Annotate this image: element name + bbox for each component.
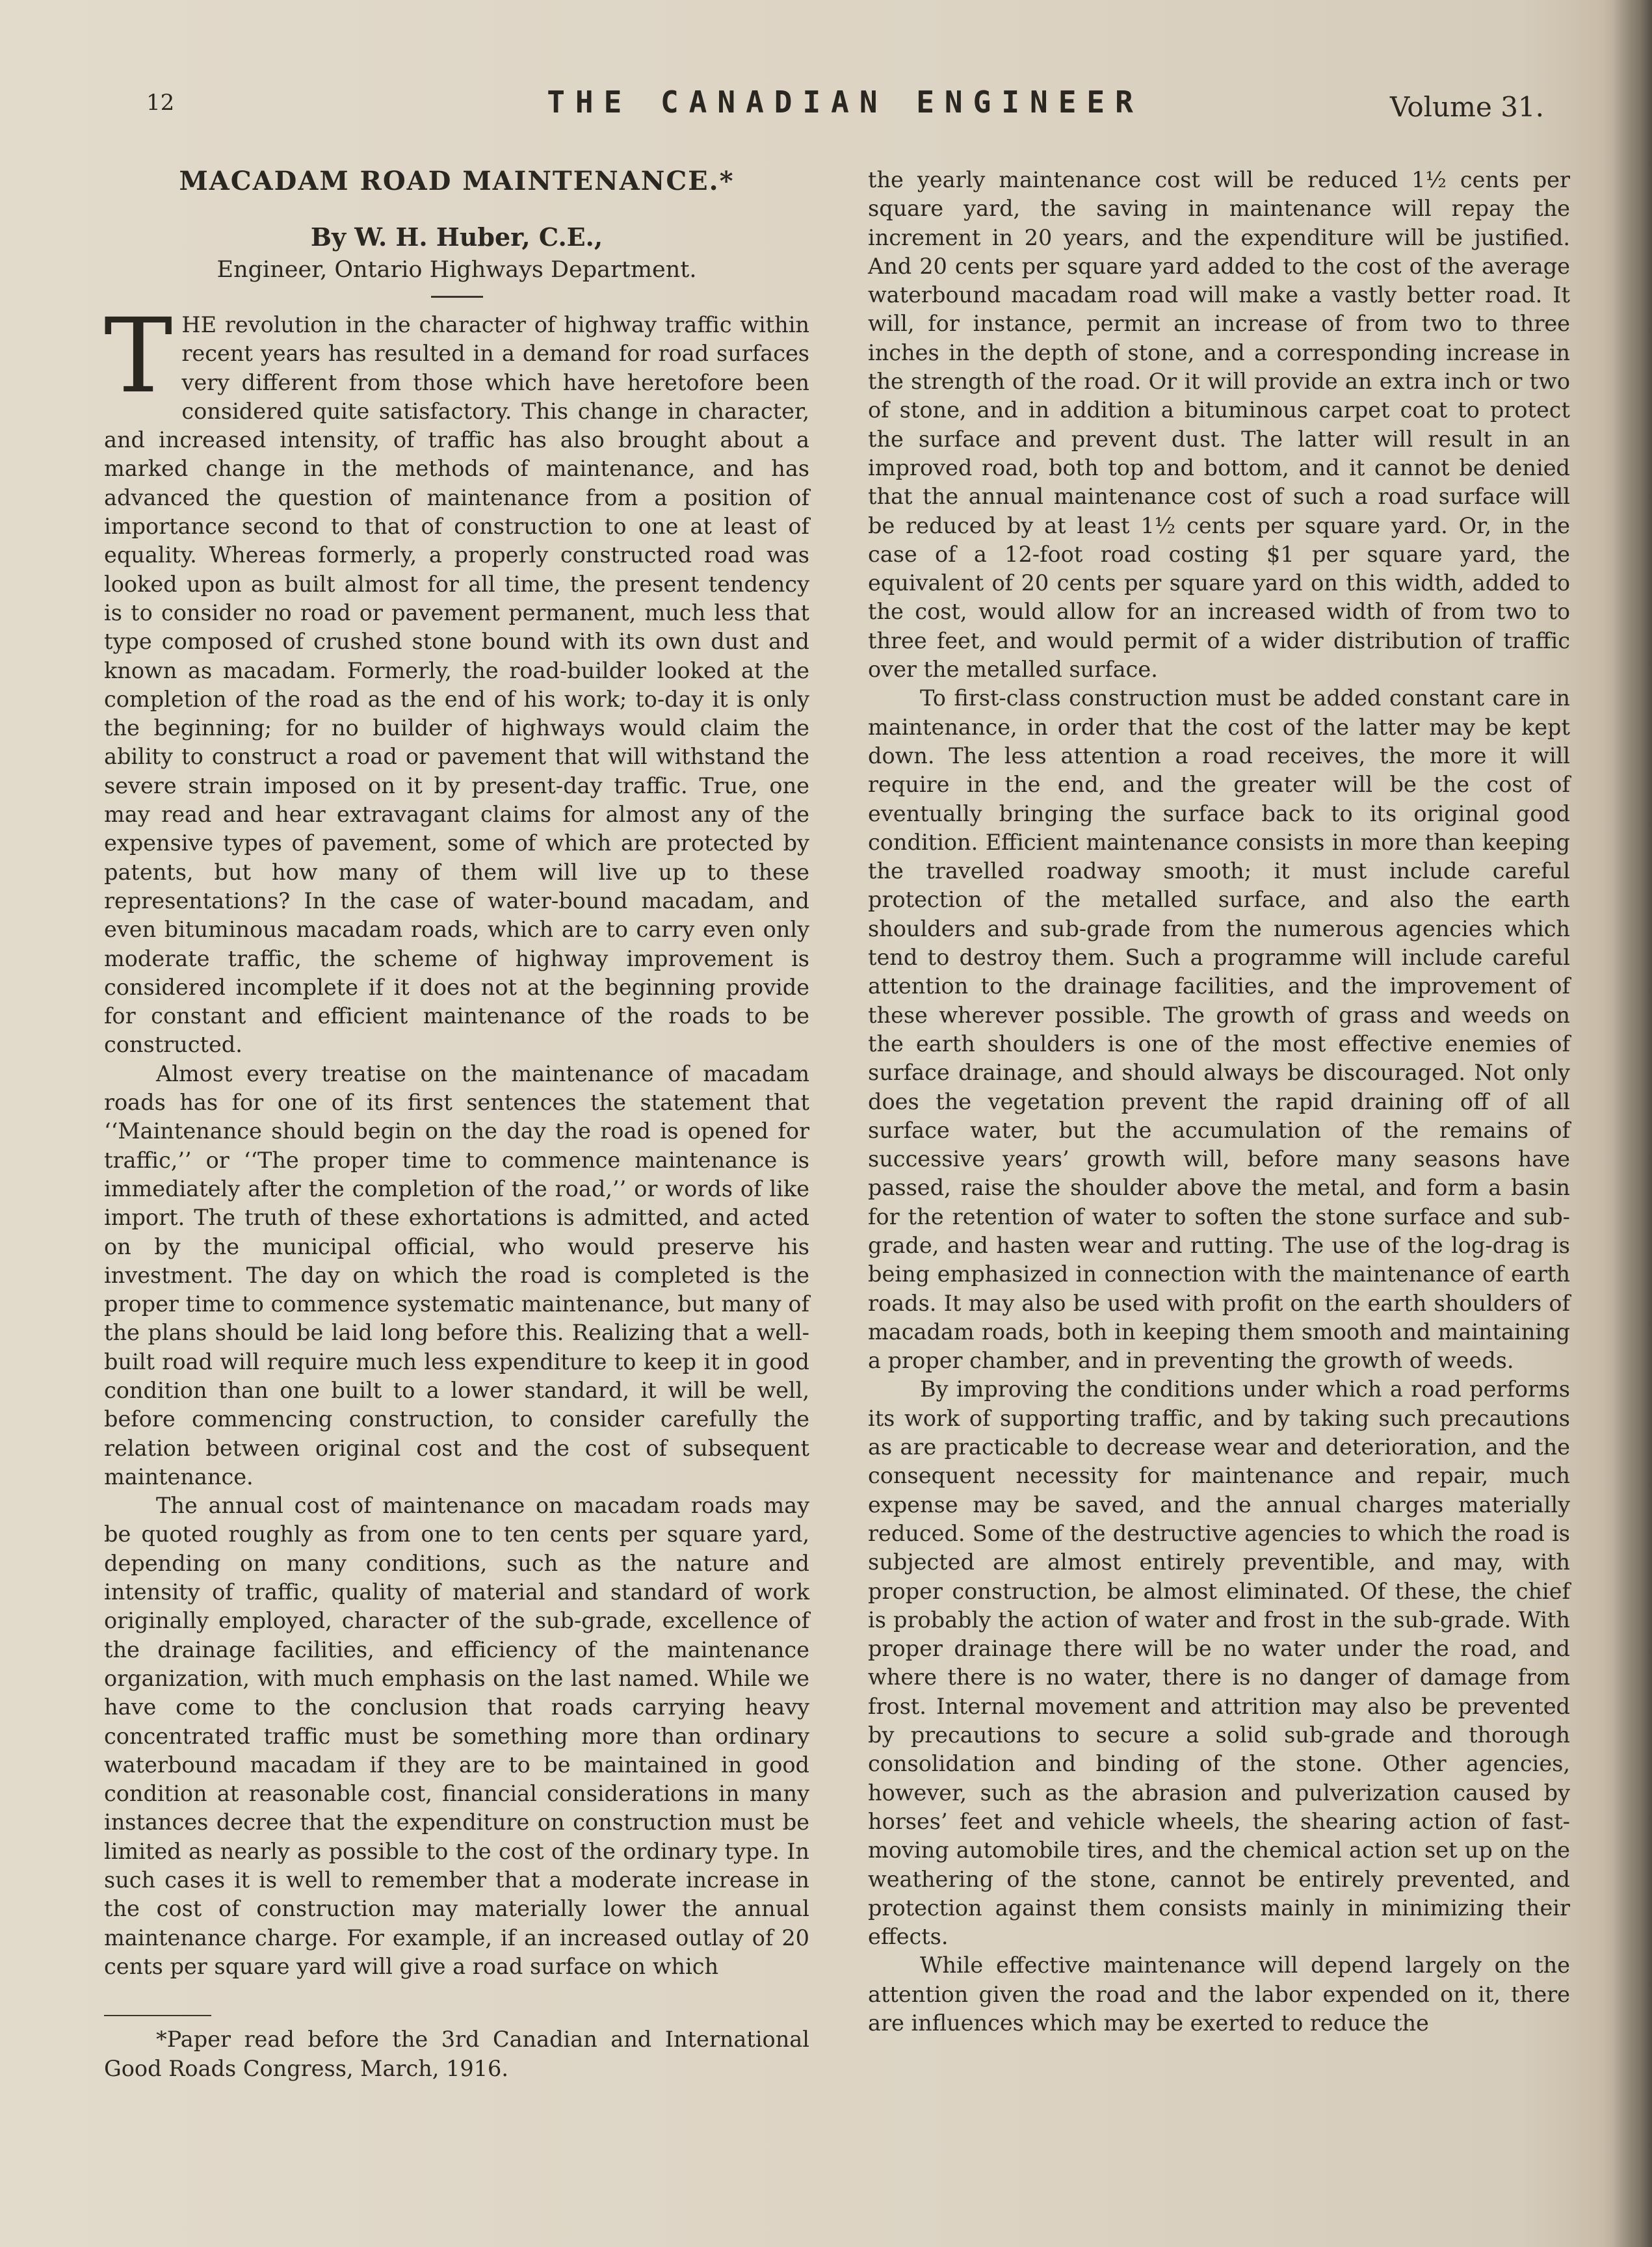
- lead-paragraph: [104, 296, 809, 1060]
- author-affiliation: Engineer, Ontario Highways Department.: [216, 257, 697, 283]
- paragraph-3-continued: the yearly maintenance cost will be reduced 1½ cents per square yard, the saving in maintenance will repay the increment in 20 years, and the expenditure will be justified. And 20 cents per square yard added to the cost of the average waterbound macadam road will make a vastly better road. It will, for instance, permit an increase of from two to three inches in the depth of stone, and a corresponding increase in the strength of the road. Or it will provide an extra inch or two of stone, and in addition a bituminous carpet coat to protect the surface and prevent dust. The latter will result in an improved road, both top and bottom, and it cannot be denied that the annual maintenance cost of such a road surface will be reduced by at least 1½ cents per square yard. Or, in the case of a 12-foot road costing $1 per square yard, the equivalent of 20 cents per square yard on this width, added to the cost, would allow for an increased width of from two to three feet, and would permit of a wider distribution of traffic over the metalled surface.: [868, 167, 1570, 683]
- paragraph-6: While effective maintenance will depend largely on the attention given the road and the labor expended on it, there are influences which may be exerted to reduce the: [868, 1952, 1570, 2036]
- footnote-rule: [104, 2015, 211, 2016]
- drop-cap: T: [104, 296, 173, 416]
- paragraph-2: Almost every treatise on the maintenance of macadam roads has for one of its first sentences the statement that ‘‘Maintenance should begin on the day the road is opened for traffic,’’ or ‘‘The proper time to commence maintenance is immediately after the completion of the road,’’ or words of like import. The truth of these exhortations is admitted, and acted on by the municipal official, who would preserve his investment. The day on which the road is completed is the proper time to commence systematic maintenance, but many of the plans should be laid long before this. Realizing that a well-built road will require much less expenditure to keep it in good condition than one built to a lower standard, it will be well, before commencing construction, to consider carefully the relation between original cost and the cost of subsequent maintenance.: [104, 1060, 809, 1490]
- page-number: 12: [146, 90, 175, 116]
- author-byline: By W. H. Huber, C.E.,: [310, 222, 603, 252]
- paragraph-3: The annual cost of maintenance on macadam roads may be quoted roughly as from one to ten cents per square yard, depending on many conditions, such as the nature and intensity of traffic, quality of material and standard of work originally employed, character of the sub-grade, excellence of the drainage facilities, and efficiency of the maintenance organization, with much emphasis on the last named. While we have come to the conclusion that roads carrying heavy concentrated traffic must be something more than ordinary waterbound macadam if they are to be maintained in good condition at reasonable cost, financial considerations in many instances decree that the expenditure on construction must be limited as nearly as possible to the cost of the ordinary type. In such cases it is well to remember that a moderate increase in the cost of construction may materially lower the annual maintenance charge. For example, if an increased outlay of 20 cents per square yard will give a road surface on which: [104, 1493, 809, 1979]
- paragraph-4: To first-class construction must be added constant care in maintenance, in order that the cost of the latter may be kept down. The less attention a road receives, the more it will require in the end, and the greater will be the cost of eventually bringing the surface back to its original good condition. Efficient maintenance consists in more than keeping the travelled roadway smooth; it must include careful protection of the metalled surface, and also the earth shoulders and sub-grade from the numerous agencies which tend to destroy them. Such a programme will include careful attention to the drainage facilities, and the improvement of these wherever possible. The growth of grass and weeds on the earth shoulders is one of the most effective enemies of surface drainage, and should always be discouraged. Not only does the vegetation prevent the rapid draining off of all surface water, but the accumulation of the remains of successive years’ growth will, before many seasons have passed, raise the shoulder above the metal, and form a basin for the retention of water to soften the stone surface and sub-grade, and hasten wear and rutting. The use of the log-drag is being emphasized in connection with the maintenance of earth roads. It may also be used with profit on the earth shoulders of macadam roads, both in keeping them smooth and maintaining a proper chamber, and in preventing the growth of weeds.: [868, 685, 1570, 1374]
- section-rule: [431, 296, 483, 298]
- article-title: MACADAM ROAD MAINTENANCE.*: [179, 166, 735, 196]
- volume-label: Volume 31.: [1389, 91, 1544, 123]
- right-column: [868, 166, 1570, 2038]
- left-column: [104, 166, 809, 2083]
- paragraph-5: By improving the conditions under which a road performs its work of supporting traffic, and by taking such precautions as are practicable to decrease wear and deterioration, and the consequent necessity for maintenance and repair, much expense may be saved, and the annual charges materially reduced. Some of the destructive agencies to which the road is subjected are almost entirely preventible, and may, with proper construction, be almost eliminated. Of these, the chief is probably the action of water and frost in the sub-grade. With proper drainage there will be no water under the road, and where there is no water, there is no danger of damage from frost. Internal movement and attrition may also be prevented by precautions to secure a solid sub-grade and thorough consolidation and binding of the stone. Other agencies, however, such as the abrasion and pulverization caused by horses’ feet and vehicle wheels, the shearing action of fast-moving automobile tires, and the chemical action set up on the weathering of the stone, cannot be entirely prevented, and protection against them consists mainly in minimizing their effects.: [868, 1376, 1570, 1950]
- journal-title: THE CANADIAN ENGINEER: [547, 85, 1144, 120]
- paragraph-1: HE revolution in the character of highway traffic within recent years has resulted in a demand for road surfaces very different from those which have heretofore been considered quite satisfactory. This change in character, and increased intensity, of traffic has also brought about a marked change in the methods of maintenance, and has advanced the question of maintenance from a position of importance second to that of construction to one at least of equality. Whereas formerly, a properly constructed road was looked upon as built almost for all time, the present tendency is to consider no road or pavement permanent, much less that type composed of crushed stone bound with its own dust and known as macadam. Formerly, the road-builder looked at the completion of the road as the end of his work; to-day it is only the beginning; for no builder of highways would claim the ability to construct a road or pavement that will withstand the severe strain imposed on it by present-day traffic. True, one may read and hear extravagant claims for almost any of the expensive types of pavement, some of which are protected by patents, but how many of them will live up to these representations? In the case of water-bound macadam, and even bituminous macadam roads, which are to carry even only moderate traffic, the scheme of highway improvement is considered incomplete if it does not at the beginning provide for constant and efficient maintenance of the roads to be constructed.: [104, 312, 809, 1058]
- footnote: *Paper read before the 3rd Canadian and International Good Roads Congress, March, 1916.: [104, 2027, 809, 2081]
- running-header: [146, 85, 1544, 137]
- page-edge-shadow: [1613, 0, 1652, 2247]
